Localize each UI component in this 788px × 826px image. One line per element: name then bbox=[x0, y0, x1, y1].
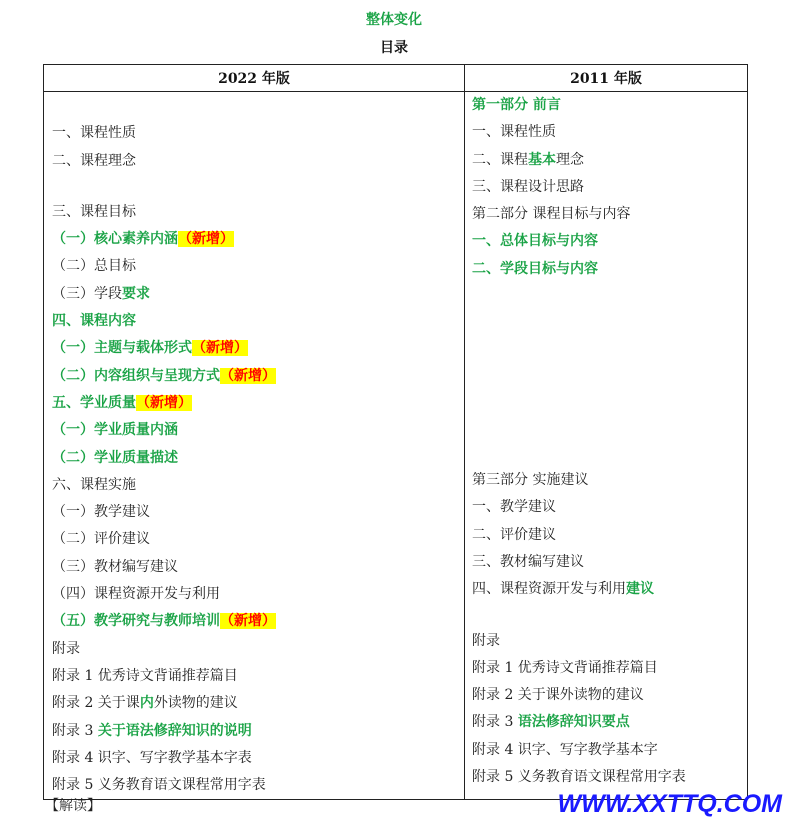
watermark-logo: WWW.XXTTQ.COM bbox=[557, 790, 782, 818]
list-item: （一）学业质量内涵 bbox=[52, 422, 178, 439]
column-header-2022: 2022 年版 bbox=[44, 65, 465, 92]
toc-heading: 目录 bbox=[380, 40, 408, 56]
list-item: （三）教材编写建议 bbox=[52, 558, 178, 575]
list-item: 附录 5 义务教育语文课程常用字表 bbox=[52, 777, 266, 794]
table-header-row bbox=[44, 65, 748, 92]
list-item: 一、教学建议 bbox=[472, 499, 556, 516]
page-title: 整体变化 bbox=[366, 12, 422, 28]
list-item: 二、评价建议 bbox=[472, 526, 556, 543]
list-item: 四、课程内容 bbox=[52, 313, 136, 330]
list-item: 三、教材编写建议 bbox=[472, 553, 584, 570]
comparison-table bbox=[43, 64, 748, 800]
list-item: 附录 2 关于课外读物的建议 bbox=[472, 687, 644, 704]
list-item: 附录 1 优秀诗文背诵推荐篇目 bbox=[52, 667, 238, 684]
new-badge: （新增） bbox=[192, 340, 248, 357]
list-item: 附录 4 识字、写字教学基本字 bbox=[472, 741, 658, 758]
list-item: 一、总体目标与内容 bbox=[472, 233, 598, 250]
list-item: 四、课程资源开发与利用建议 bbox=[472, 581, 654, 598]
list-item: （一）核心素养内涵（新增） bbox=[52, 231, 234, 248]
list-item: 附录 bbox=[52, 640, 80, 657]
new-badge: （新增） bbox=[136, 394, 192, 411]
list-item: 五、学业质量（新增） bbox=[52, 394, 192, 411]
list-item: 附录 4 识字、写字教学基本字表 bbox=[52, 749, 252, 766]
spacer bbox=[52, 93, 464, 120]
column-2011 bbox=[465, 92, 748, 800]
list-item: 附录 3 关于语法修辞知识的说明 bbox=[52, 722, 252, 739]
list-item: （一）教学建议 bbox=[52, 504, 150, 521]
list-item: （四）课程资源开发与利用 bbox=[52, 586, 220, 603]
spacer bbox=[52, 175, 464, 199]
new-badge: （新增） bbox=[220, 367, 276, 384]
list-item: （一）主题与载体形式（新增） bbox=[52, 340, 248, 357]
list-item: 一、课程性质 bbox=[472, 124, 556, 141]
list-item: 附录 bbox=[472, 632, 500, 649]
column-header-2011: 2011 年版 bbox=[465, 65, 748, 92]
list-item: 二、课程基本理念 bbox=[472, 151, 584, 168]
spacer bbox=[472, 283, 747, 467]
list-item: 附录 2 关于课内外读物的建议 bbox=[52, 695, 238, 712]
list-item: （三）学段要求 bbox=[52, 285, 150, 302]
list-item: （二）总目标 bbox=[52, 258, 136, 275]
list-item: 第二部分 课程目标与内容 bbox=[472, 206, 631, 223]
list-item: 一、课程性质 bbox=[52, 125, 136, 142]
list-item: 第三部分 实施建议 bbox=[472, 472, 589, 489]
spacer bbox=[472, 604, 747, 628]
list-item: （五）教学研究与教师培训（新增） bbox=[52, 613, 276, 630]
list-item: 三、课程目标 bbox=[52, 203, 136, 220]
list-item: 附录 3 语法修辞知识要点 bbox=[472, 714, 630, 731]
column-2022 bbox=[44, 92, 465, 800]
list-item: （二）评价建议 bbox=[52, 531, 150, 548]
list-item: （二）学业质量描述 bbox=[52, 449, 178, 466]
list-item: 附录 1 优秀诗文背诵推荐篇目 bbox=[472, 659, 658, 676]
list-item: 六、课程实施 bbox=[52, 476, 136, 493]
list-item: 附录 5 义务教育语文课程常用字表 bbox=[472, 769, 686, 786]
list-item: （二）内容组织与呈现方式（新增） bbox=[52, 367, 276, 384]
interpretation-label: 【解读】 bbox=[45, 798, 101, 814]
list-item: 第一部分 前言 bbox=[472, 97, 561, 113]
table-body-row bbox=[44, 92, 748, 800]
list-item: 二、课程理念 bbox=[52, 152, 136, 169]
new-badge: （新增） bbox=[178, 231, 234, 248]
new-badge: （新增） bbox=[220, 613, 276, 630]
list-item: 二、学段目标与内容 bbox=[472, 260, 598, 277]
list-item: 三、课程设计思路 bbox=[472, 178, 584, 195]
